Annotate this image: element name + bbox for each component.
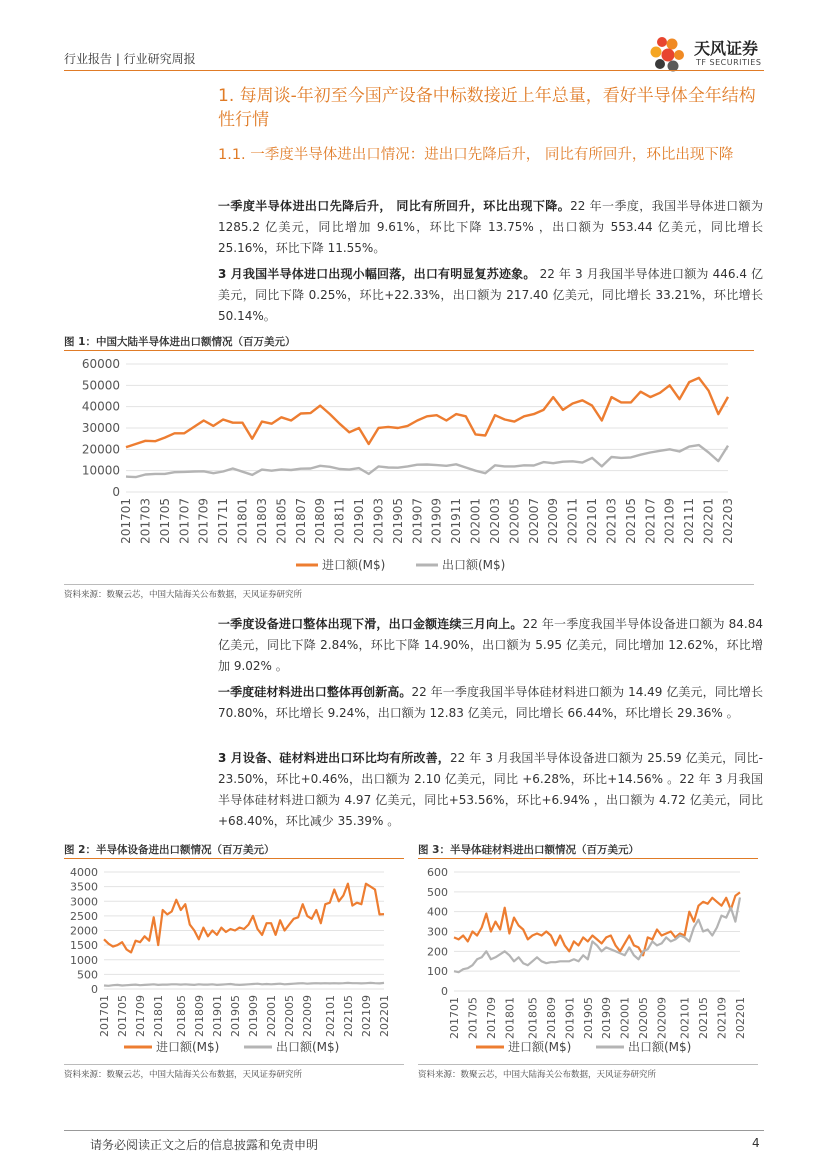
- paragraph-lead: 3 月我国半导体进口出现小幅回落，出口有明显复苏迹象。: [218, 267, 536, 281]
- x-tick-label: 201809: [313, 498, 328, 544]
- y-tick-label: 10000: [81, 463, 120, 478]
- x-tick-label: 202001: [265, 995, 279, 1037]
- y-tick-label: 500: [427, 885, 448, 899]
- y-tick-label: 500: [77, 968, 98, 982]
- x-tick-label: 201801: [152, 995, 166, 1037]
- x-tick-label: 202003: [487, 498, 502, 544]
- x-tick-label: 201901: [352, 498, 367, 544]
- x-tick-label: 201909: [247, 995, 261, 1037]
- x-tick-label: 201807: [293, 498, 308, 544]
- figure-2-bottom-rule: [64, 1064, 404, 1065]
- x-tick-label: 201901: [563, 997, 577, 1039]
- x-tick-label: 202101: [585, 498, 600, 544]
- figure-1-bottom-rule: [64, 584, 754, 585]
- x-tick-label: 202107: [643, 498, 658, 544]
- y-tick-label: 0: [441, 985, 448, 998]
- section-heading: 1. 每周谈-年初至今国产设备中标数接近上年总量，看好半导体全年结构性行情: [218, 86, 756, 130]
- brand-logo: [648, 34, 768, 74]
- x-tick-label: 202109: [359, 995, 373, 1037]
- x-tick-label: 201809: [192, 995, 206, 1037]
- paragraph-body: 22 年一季度我国半导体设备进口额为 84.84 亿美元，同比下降 2.84%，环比下降 14.90%，出口额为 5.95 亿美元，同比增加 12.62%，环比增加 9.02% 。: [218, 617, 763, 673]
- figure-2-rule: [64, 858, 404, 859]
- y-tick-label: 200: [427, 945, 448, 959]
- y-tick-label: 600: [427, 866, 448, 879]
- disclaimer-link[interactable]: 请务必阅读正文之后的信息披露和免责申明: [90, 1138, 319, 1152]
- legend-label: 进口额(M$): [508, 1040, 572, 1054]
- x-tick-label: 201701: [98, 995, 111, 1037]
- x-tick-label: 202011: [565, 498, 580, 544]
- report-category: 行业报告 | 行业研究周报: [64, 52, 196, 66]
- y-tick-label: 3000: [70, 895, 98, 909]
- figure-1-rule: [64, 350, 754, 351]
- x-tick-label: 201905: [228, 995, 242, 1037]
- x-tick-label: 202103: [604, 498, 619, 544]
- paragraph-1: [218, 196, 763, 259]
- figure-2-source: 资料来源：数聚云芯，中国大陆海关公布数据，天风证券研究所: [64, 1070, 303, 1080]
- figure-3-rule: [418, 858, 758, 859]
- x-tick-label: 202007: [526, 498, 541, 544]
- series-line-export: [126, 445, 728, 477]
- legend-label: 出口额(M$): [276, 1040, 340, 1054]
- x-tick-label: 201905: [581, 997, 595, 1039]
- brand-name: 天风证券: [694, 39, 759, 58]
- legend-label: 出口额(M$): [628, 1040, 692, 1054]
- figure-3-source: 资料来源：数聚云芯，中国大陆海关公布数据，天风证券研究所: [418, 1070, 657, 1080]
- figure-1-source: 资料来源：数聚云芯，中国大陆海关公布数据，天风证券研究所: [64, 590, 303, 600]
- x-tick-label: 201705: [116, 995, 130, 1037]
- paragraph-lead: 一季度设备进口整体出现下滑，出口金额连续三月向上。: [218, 617, 523, 631]
- x-tick-label: 201905: [390, 498, 405, 544]
- x-tick-label: 201701: [448, 997, 461, 1039]
- paragraph-lead: 3 月设备、硅材料进出口环比均有所改善，: [218, 751, 450, 765]
- x-tick-label: 202009: [655, 997, 669, 1039]
- figure-2-chart: [64, 860, 404, 1060]
- x-tick-label: 202203: [721, 498, 735, 544]
- legend-label: 进口额(M$): [322, 558, 386, 572]
- x-tick-label: 201805: [174, 995, 188, 1037]
- paragraph-3: [218, 614, 763, 677]
- y-tick-label: 4000: [70, 866, 98, 879]
- y-tick-label: 1000: [70, 953, 98, 967]
- y-tick-label: 20000: [81, 442, 120, 457]
- paragraph-lead: 一季度硅材料进出口整体再创新高。: [218, 685, 412, 699]
- x-tick-label: 202101: [323, 995, 337, 1037]
- x-tick-label: 202201: [378, 995, 391, 1037]
- x-tick-label: 201701: [119, 498, 133, 544]
- paragraph-body: 22 年一季度我国半导体硅材料进口额为 14.49 亿美元，同比增长 70.80%，环比增长 9.24%，出口额为 12.83 亿美元，同比增长 66.44%，环比增长 29.36% 。: [218, 685, 763, 720]
- y-tick-label: 100: [427, 965, 448, 979]
- x-tick-label: 201709: [134, 995, 148, 1037]
- x-tick-label: 201801: [503, 997, 517, 1039]
- figure-1-chart: [64, 352, 754, 582]
- brand-name-en: TF SECURITIES: [696, 58, 762, 67]
- x-tick-label: 202005: [507, 498, 522, 544]
- x-tick-label: 202105: [697, 997, 711, 1039]
- y-tick-label: 40000: [81, 399, 120, 414]
- x-tick-label: 202201: [701, 498, 716, 544]
- series-line-export: [104, 983, 384, 986]
- paragraph-lead: 一季度半导体进出口先降后升， 同比有所回升，环比出现下降。: [218, 199, 571, 213]
- y-tick-label: 0: [91, 983, 98, 996]
- x-tick-label: 201909: [600, 997, 614, 1039]
- x-tick-label: 201901: [210, 995, 224, 1037]
- paragraph-body: 22 年 3 月我国半导体进口额为 446.4 亿美元，同比下降 0.25%，环比+22.33%，出口额为 217.40 亿美元，同比增长 33.21%，环比增长 50.14%。: [218, 267, 763, 323]
- x-tick-label: 202111: [682, 498, 697, 544]
- paragraph-2: [218, 264, 763, 327]
- x-tick-label: 202009: [301, 995, 315, 1037]
- x-tick-label: 202109: [662, 498, 677, 544]
- x-tick-label: 201705: [157, 498, 172, 544]
- y-tick-label: 2000: [70, 924, 98, 938]
- subsection-heading: 1.1. 一季度半导体进出口情况：进出口先降后升， 同比有所回升，环比出现下降: [218, 147, 734, 163]
- x-tick-label: 201707: [177, 498, 192, 544]
- x-tick-label: 202109: [715, 997, 729, 1039]
- x-tick-label: 201803: [254, 498, 269, 544]
- x-tick-label: 201811: [332, 498, 347, 544]
- x-tick-label: 201709: [484, 997, 498, 1039]
- figure-1-title: 图 1：中国大陆半导体进出口额情况（百万美元）: [64, 336, 296, 348]
- x-tick-label: 202105: [341, 995, 355, 1037]
- header-divider: [64, 70, 764, 71]
- x-tick-label: 202001: [468, 498, 483, 544]
- x-tick-label: 201709: [196, 498, 211, 544]
- figure-3-chart: [418, 860, 758, 1060]
- paragraph-5: [218, 748, 763, 832]
- footer-divider: [64, 1130, 764, 1131]
- y-tick-label: 1500: [70, 939, 98, 953]
- x-tick-label: 201911: [449, 498, 464, 544]
- x-tick-label: 201903: [371, 498, 386, 544]
- x-tick-label: 202201: [734, 997, 747, 1039]
- y-tick-label: 50000: [81, 378, 120, 393]
- y-tick-label: 60000: [81, 357, 120, 371]
- x-tick-label: 202105: [623, 498, 638, 544]
- y-tick-label: 30000: [81, 421, 120, 435]
- x-tick-label: 201805: [274, 498, 289, 544]
- paragraph-body: 22 年一季度，我国半导体进口额为 1285.2 亿美元，同比增加 9.61%，环比下降 13.75% ，出口额为 553.44 亿美元，同比增长 25.16%，环比下降 11.55%。: [218, 199, 763, 255]
- y-tick-label: 2500: [70, 909, 98, 923]
- y-tick-label: 3500: [70, 880, 98, 894]
- legend-label: 出口额(M$): [442, 558, 506, 572]
- legend-label: 进口额(M$): [156, 1040, 220, 1054]
- paragraph-body: 22 年 3 月我国半导体设备进口额为 25.59 亿美元，同比- 23.50%，环比+0.46%，出口额为 2.10 亿美元，同比 +6.28%，环比+14.56% 。22 年 3 月我国半导体硅材料进口额为 4.97 亿美元，同比+53.56%，环比+6.94% ，出口额为 4.72 亿美元，同比+68.40%，环比减少 35.39% 。: [218, 751, 763, 828]
- x-tick-label: 201805: [526, 997, 540, 1039]
- x-tick-label: 201809: [544, 997, 558, 1039]
- figure-3-bottom-rule: [418, 1064, 758, 1065]
- x-tick-label: 202005: [283, 995, 297, 1037]
- x-tick-label: 201907: [410, 498, 425, 544]
- x-tick-label: 202101: [678, 997, 692, 1039]
- x-tick-label: 201909: [429, 498, 444, 544]
- x-tick-label: 201703: [138, 498, 153, 544]
- x-tick-label: 201705: [466, 997, 480, 1039]
- y-tick-label: 0: [112, 485, 120, 499]
- x-tick-label: 201801: [235, 498, 250, 544]
- flower-logo-icon: [648, 34, 692, 74]
- page-number: 4: [752, 1136, 760, 1150]
- y-tick-label: 300: [427, 925, 448, 939]
- x-tick-label: 202001: [618, 997, 632, 1039]
- figure-2-title: 图 2：半导体设备进出口额情况（百万美元）: [64, 844, 275, 856]
- series-line-import: [126, 378, 728, 447]
- series-line-import: [104, 884, 384, 953]
- y-tick-label: 400: [427, 905, 448, 919]
- paragraph-4: [218, 682, 763, 724]
- x-tick-label: 202005: [637, 997, 651, 1039]
- x-tick-label: 202009: [546, 498, 561, 544]
- figure-3-title: 图 3：半导体硅材料进出口额情况（百万美元）: [418, 844, 639, 856]
- x-tick-label: 201711: [216, 498, 231, 544]
